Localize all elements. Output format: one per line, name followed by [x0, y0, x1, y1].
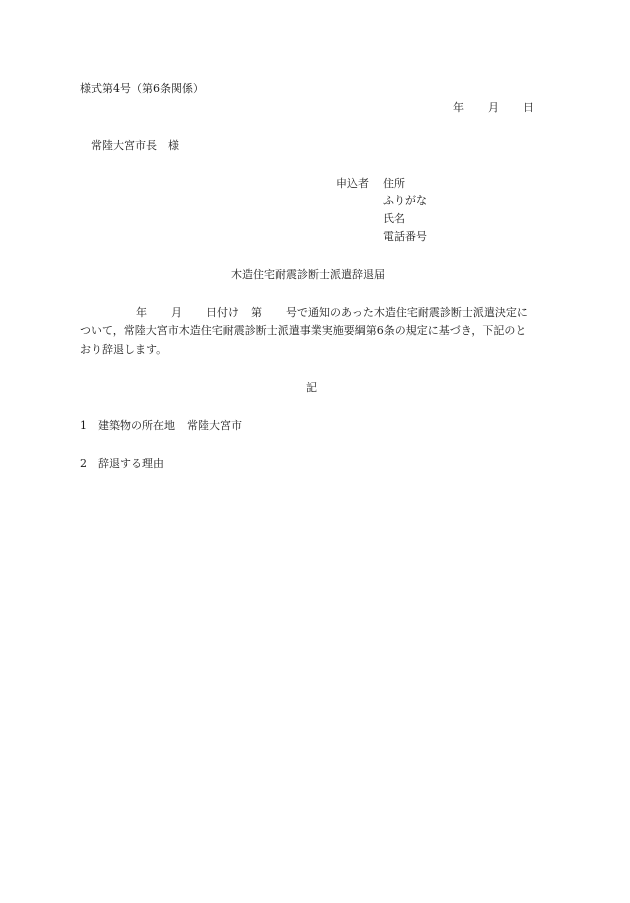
applicant-phone-label: 電話番号 — [383, 230, 427, 243]
body-text: 号で通知のあった木造住宅耐震診断士派遣決定に — [286, 306, 528, 319]
item-number: 2 — [80, 457, 87, 470]
item-label: 建築物の所在地 — [98, 419, 175, 432]
date-day-label: 日 — [523, 101, 534, 114]
item-number: 1 — [80, 419, 87, 432]
item-label: 辞退する理由 — [98, 457, 164, 470]
list-item — [80, 458, 164, 469]
addressee: 常陸大宮市長 様 — [91, 139, 179, 152]
item-value: 常陸大宮市 — [187, 419, 242, 432]
body-paragraph-line — [80, 307, 528, 318]
applicant-name-label: 氏名 — [383, 212, 405, 225]
applicant-address-label: 住所 — [383, 177, 405, 190]
date-year-label: 年 — [453, 101, 464, 114]
submission-date — [453, 102, 534, 113]
list-item — [80, 420, 242, 431]
date-month-label: 月 — [488, 101, 499, 114]
applicant-furigana-label: ふりがな — [383, 194, 427, 207]
body-paragraph-line: ついて，常陸大宮市木造住宅耐震診断士派遣事業実施要綱第6条の規定に基づき，下記のと — [80, 324, 527, 337]
form-number: 様式第4号（第6条関係） — [80, 82, 204, 95]
body-month-label: 月 — [171, 306, 182, 319]
body-number-prefix: 第 — [251, 306, 262, 319]
applicant-label: 申込者 — [336, 177, 369, 190]
body-dated-label: 日付け — [206, 306, 239, 319]
body-paragraph-line: おり辞退します。 — [80, 343, 168, 356]
document-title: 木造住宅耐震診断士派遣辞退届 — [231, 268, 385, 281]
ki-heading: 記 — [306, 381, 317, 394]
body-year-label: 年 — [136, 306, 147, 319]
